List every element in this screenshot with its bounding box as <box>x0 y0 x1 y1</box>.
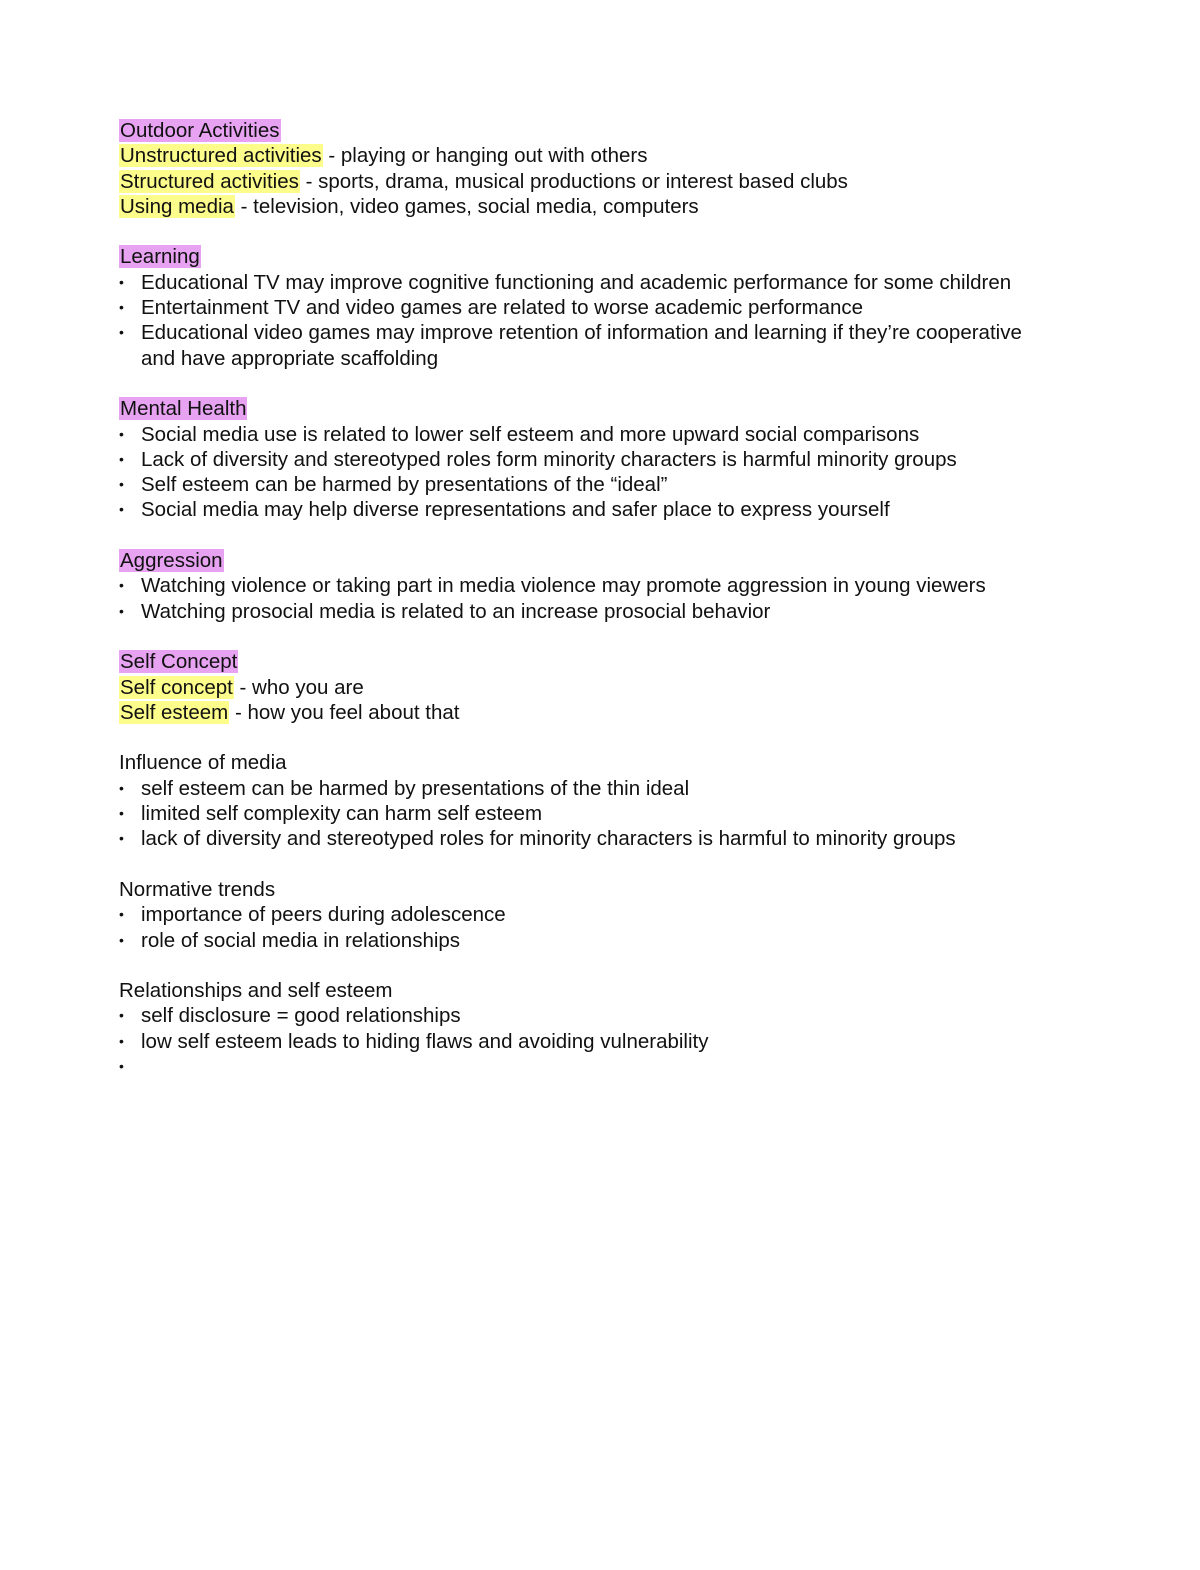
bullet-icon: • <box>119 501 124 518</box>
bullet-icon: • <box>119 273 124 290</box>
document-page <box>119 118 1099 1079</box>
term-definition: - television, video games, social media, computers <box>234 194 699 218</box>
term-line <box>119 143 1099 168</box>
term-line <box>119 700 1099 725</box>
section-heading: Learning <box>120 245 200 269</box>
bullet-list <box>119 902 1099 953</box>
bullet-icon: • <box>119 931 124 948</box>
list-item: • Educational TV may improve cognitive functioning and academic performance for some children <box>119 270 1012 294</box>
term-line <box>119 675 1099 700</box>
term-definition: - who you are <box>233 675 364 699</box>
list-item: • low self esteem leads to hiding flaws and avoiding vulnerability <box>119 1029 709 1053</box>
spacer <box>119 852 1099 877</box>
subsection-heading: Influence of media <box>119 751 287 775</box>
term-definition: - playing or hanging out with others <box>322 144 648 168</box>
term-definition: - sports, drama, musical productions or interest based clubs <box>299 169 848 193</box>
list-item-continuation: and have appropriate scaffolding <box>141 346 439 370</box>
list-item: • Lack of diversity and stereotyped roles form minority characters is harmful minority groups <box>119 447 957 471</box>
section-heading: Mental Health <box>120 397 247 421</box>
list-item: • lack of diversity and stereotyped roles for minority characters is harmful to minority groups <box>119 827 956 851</box>
list-item: • limited self complexity can harm self esteem <box>119 802 543 826</box>
term-line <box>119 169 1099 194</box>
term-highlight: Structured activities <box>120 169 299 193</box>
section-outdoor-activities <box>119 118 1099 219</box>
section-normative-trends <box>119 877 1099 953</box>
section-relationships-self-esteem <box>119 978 1099 1079</box>
list-item: • Educational video games may improve retention of information and learning if they’re cooperative <box>119 321 1022 345</box>
list-item: • importance of peers during adolescence <box>119 903 506 927</box>
spacer <box>119 725 1099 750</box>
list-item: • role of social media in relationships <box>119 928 461 952</box>
spacer <box>119 953 1099 978</box>
bullet-icon: • <box>119 602 124 619</box>
bullet-list <box>119 422 1099 523</box>
list-item: • Social media may help diverse representations and safer place to express yourself <box>119 498 890 522</box>
bullet-icon: • <box>119 425 124 442</box>
bullet-icon: • <box>119 830 124 847</box>
list-item-empty <box>119 1054 1099 1079</box>
section-mental-health <box>119 396 1099 522</box>
section-self-concept <box>119 649 1099 725</box>
section-heading: Outdoor Activities <box>120 119 280 142</box>
bullet-icon: • <box>119 577 124 594</box>
term-highlight: Self concept <box>120 675 233 699</box>
bullet-icon: • <box>119 1032 124 1049</box>
bullet-icon: • <box>119 779 124 796</box>
bullet-icon: • <box>119 324 124 341</box>
list-item: • Entertainment TV and video games are related to worse academic performance <box>119 296 864 320</box>
term-highlight: Unstructured activities <box>120 144 322 168</box>
bullet-icon: • <box>119 299 124 316</box>
term-line <box>119 194 1099 219</box>
section-heading: Aggression <box>120 549 223 573</box>
subsection-heading: Relationships and self esteem <box>119 979 393 1003</box>
bullet-list <box>119 573 1099 624</box>
list-item: • self disclosure = good relationships <box>119 1004 461 1028</box>
bullet-icon: • <box>119 1057 124 1074</box>
spacer <box>119 371 1099 396</box>
term-highlight: Self esteem <box>120 700 229 724</box>
section-aggression <box>119 548 1099 624</box>
spacer <box>119 523 1099 548</box>
term-definition: - how you feel about that <box>229 700 460 724</box>
spacer <box>119 219 1099 244</box>
subsection-heading: Normative trends <box>119 877 276 901</box>
section-heading: Self Concept <box>120 650 238 674</box>
bullet-icon: • <box>119 476 124 493</box>
list-item: • self esteem can be harmed by presentations of the thin ideal <box>119 776 690 800</box>
section-learning <box>119 244 1099 370</box>
list-item: • Self esteem can be harmed by presentations of the “ideal” <box>119 473 668 497</box>
list-item: • Watching prosocial media is related to an increase prosocial behavior <box>119 599 771 623</box>
bullet-icon: • <box>119 906 124 923</box>
term-highlight: Using media <box>120 194 234 218</box>
bullet-list <box>119 776 1099 852</box>
list-item: • Social media use is related to lower self esteem and more upward social comparisons <box>119 422 920 446</box>
list-item: • Watching violence or taking part in media violence may promote aggression in young viewers <box>119 574 986 598</box>
bullet-icon: • <box>119 450 124 467</box>
bullet-list <box>119 1003 1099 1079</box>
bullet-icon: • <box>119 1007 124 1024</box>
section-influence-of-media <box>119 750 1099 851</box>
spacer <box>119 624 1099 649</box>
bullet-list <box>119 270 1099 371</box>
bullet-icon: • <box>119 805 124 822</box>
